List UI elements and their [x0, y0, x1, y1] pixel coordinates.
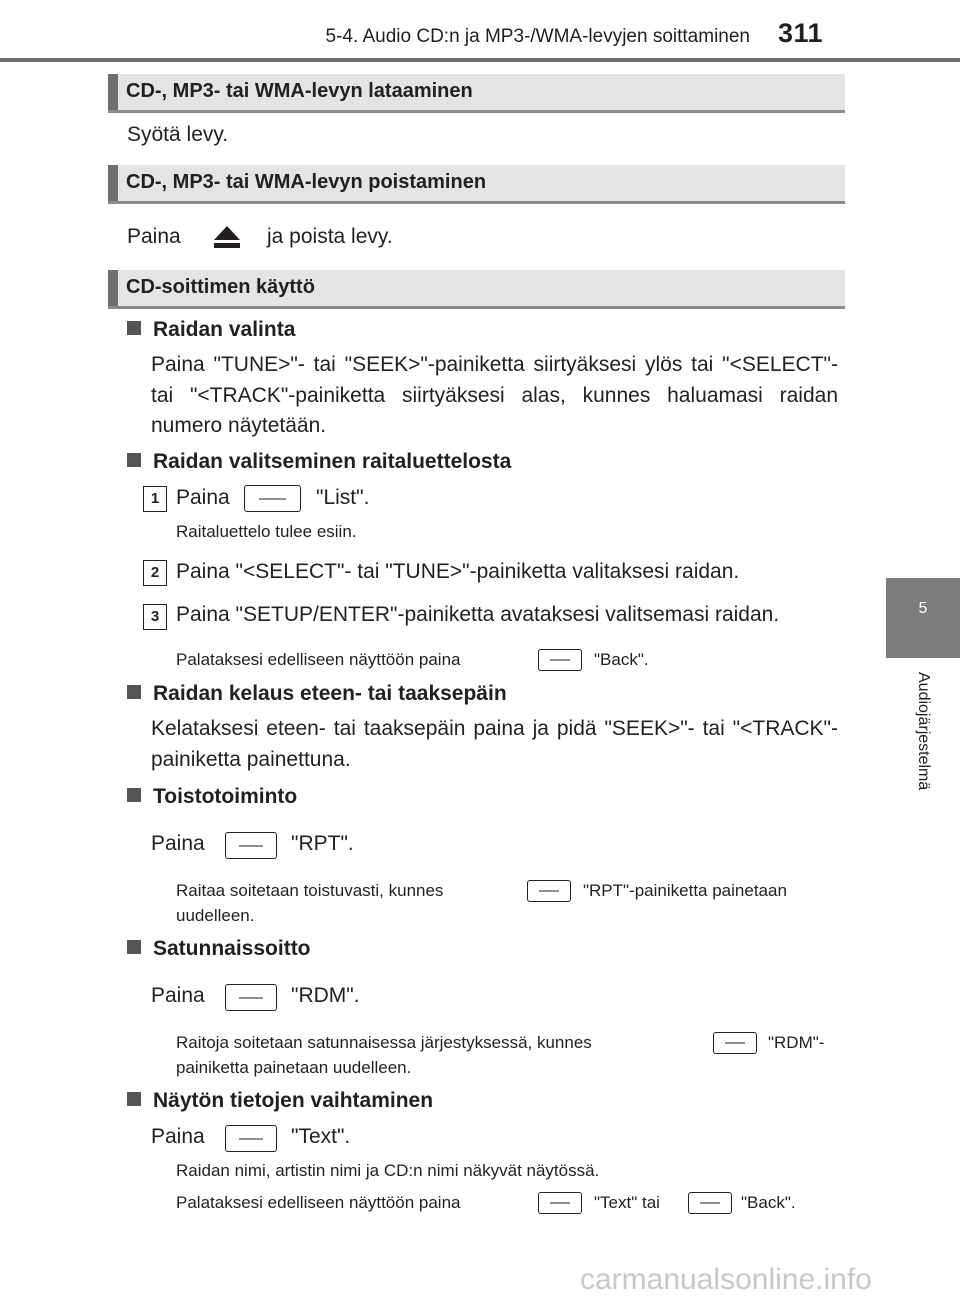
repeat-note-before: Raitaa soitetaan toistuvasti, kunnes [176, 881, 444, 900]
eject-text-after: ja poista levy. [267, 225, 393, 248]
step-number-3: 3 [143, 604, 167, 630]
step-2-text: Paina "<SELECT"- tai "TUNE>"-painiketta valitaksesi raidan. [176, 560, 740, 583]
heading-seek: Raidan kelaus eteen- tai taaksepäin [127, 682, 507, 706]
page-number: 311 [778, 18, 824, 48]
step-1-text-after: "List". [316, 486, 370, 509]
rpt-button-icon [225, 832, 277, 859]
eject-text-before: Paina [127, 225, 181, 248]
display-note-2-after: "Back". [741, 1193, 796, 1212]
heading-track-list: Raidan valitseminen raitaluettelosta [127, 450, 511, 474]
bullet-icon [127, 1092, 141, 1106]
repeat-text-after: "RPT". [291, 832, 354, 855]
bullet-icon [127, 940, 141, 954]
back-button-icon-small [688, 1192, 732, 1214]
header-rule [0, 58, 960, 62]
load-text: Syötä levy. [127, 123, 229, 146]
text-button-icon [225, 1125, 277, 1152]
random-note-line2: painiketta painetaan uudelleen. [176, 1058, 412, 1077]
step-1-text-before: Paina [176, 486, 230, 509]
chapter-number: 5 [918, 600, 928, 617]
heading-repeat: Toistotoiminto [127, 785, 297, 809]
heading-display: Näytön tietojen vaihtaminen [127, 1089, 433, 1113]
rdm-button-icon [225, 984, 277, 1011]
section-bar-player: CD-soittimen käyttö [108, 270, 845, 309]
rpt-button-icon-small [527, 880, 571, 902]
random-text-before: Paina [151, 984, 205, 1007]
step-number-2: 2 [143, 560, 167, 586]
random-note-before: Raitoja soitetaan satunnaisessa järjestyksessä, kunnes [176, 1033, 592, 1052]
back-button-icon [538, 649, 582, 671]
back-note-before: Palataksesi edelliseen näyttöön paina [176, 650, 461, 669]
repeat-note-line2: uudelleen. [176, 906, 255, 925]
seek-body: Kelataksesi eteen- tai taaksepäin paina ja pidä "SEEK>"- tai "<TRACK"-painiketta painettuna. [151, 717, 838, 771]
display-note-2-mid: "Text" tai [594, 1193, 660, 1212]
display-text-before: Paina [151, 1125, 205, 1148]
display-text-after: "Text". [291, 1125, 351, 1148]
bullet-icon [127, 321, 141, 335]
track-select-body: Paina "TUNE>"- tai "SEEK>"-painiketta siirtyäksesi ylös tai "<SELECT"- tai "<TRACK"-painiketta siirtyäksesi alas, kunnes haluamasi raidan numero näytetään. [151, 353, 838, 437]
text-button-icon-small [538, 1192, 582, 1214]
heading-random: Satunnaissoitto [127, 937, 311, 961]
back-note-after: "Back". [594, 650, 649, 669]
section-bar-load: CD-, MP3- tai WMA-levyn lataaminen [108, 74, 845, 113]
display-note-2-before: Palataksesi edelliseen näyttöön paina [176, 1193, 461, 1212]
section-bar-eject: CD-, MP3- tai WMA-levyn poistaminen [108, 165, 845, 204]
step-3-text: Paina "SETUP/ENTER"-painiketta avataksesi valitsemasi raidan. [176, 603, 780, 626]
step-1-note: Raitaluettelo tulee esiin. [176, 522, 357, 541]
repeat-text-before: Paina [151, 832, 205, 855]
step-number-1: 1 [143, 486, 167, 512]
heading-track-select: Raidan valinta [127, 318, 295, 342]
random-text-after: "RDM". [291, 984, 360, 1007]
running-header: 5-4. Audio CD:n ja MP3-/WMA-levyjen soittaminen [325, 26, 750, 47]
display-note-1: Raidan nimi, artistin nimi ja CD:n nimi näkyvät näytössä. [176, 1161, 600, 1180]
random-note-after: "RDM"- [768, 1033, 825, 1052]
chapter-title: Audiojärjestelmä [915, 672, 932, 791]
list-button-icon [244, 485, 301, 512]
bullet-icon [127, 453, 141, 467]
bullet-icon [127, 685, 141, 699]
eject-icon [213, 225, 241, 249]
repeat-note-after: "RPT"-painiketta painetaan [583, 881, 787, 900]
rdm-button-icon-small [713, 1032, 757, 1054]
watermark: carmanualsonline.info [580, 1263, 872, 1296]
chapter-tab [886, 578, 960, 658]
bullet-icon [127, 788, 141, 802]
